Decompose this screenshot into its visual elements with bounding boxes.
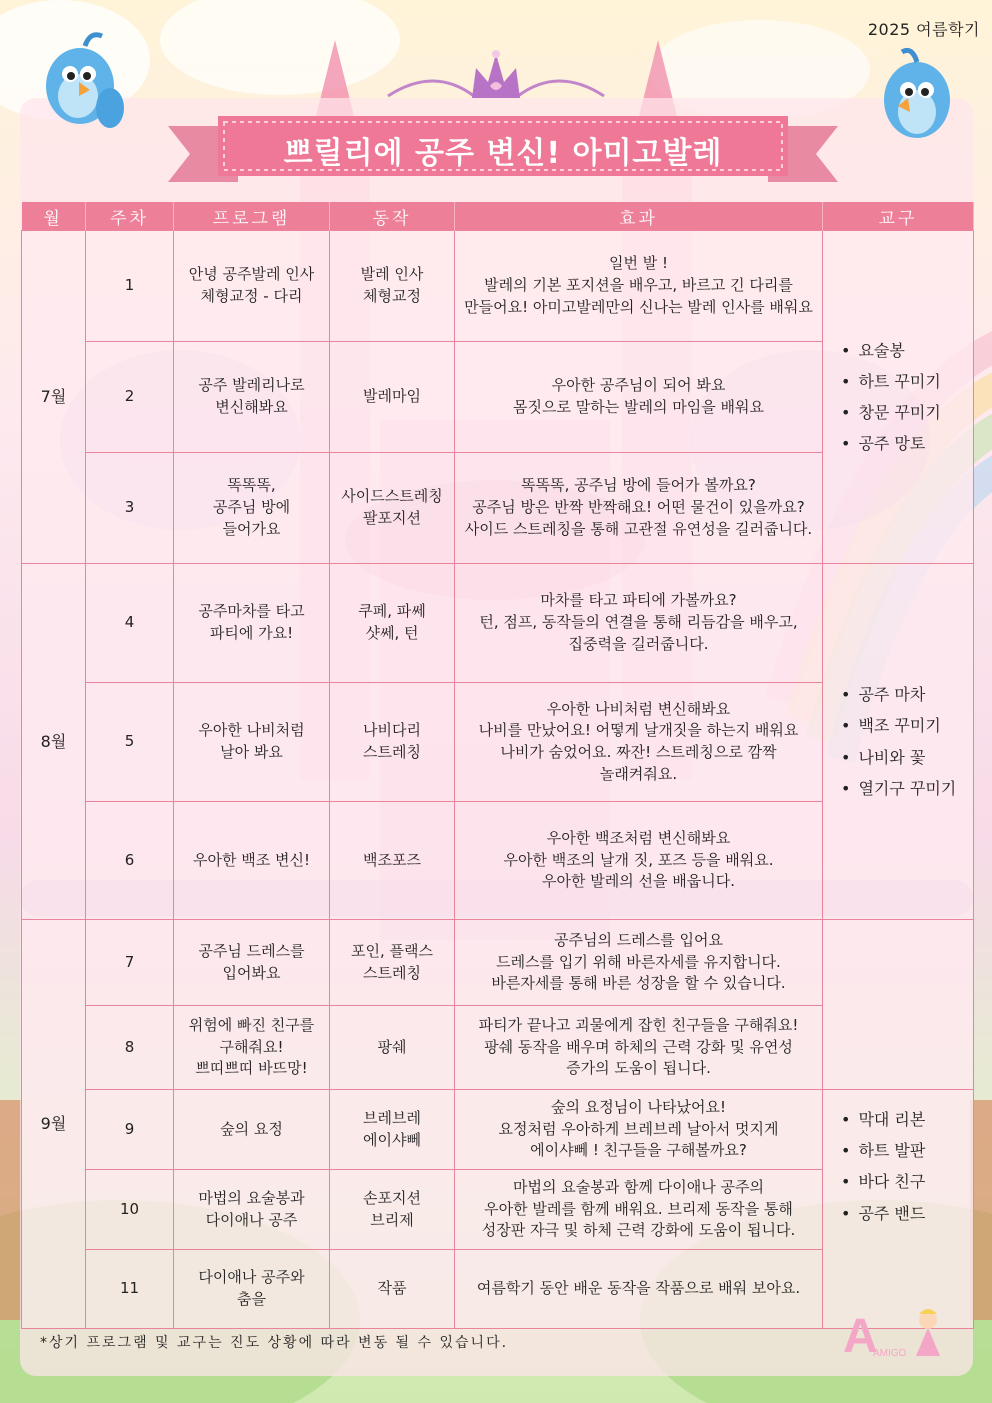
movement-cell: 팡쉐 <box>330 1006 455 1090</box>
tool-item: • 창문 꾸미기 <box>841 401 967 424</box>
tools-july <box>823 231 974 564</box>
tool-item: • 공주 망토 <box>841 432 967 455</box>
tool-item: • 공주 밴드 <box>841 1202 967 1225</box>
week-cell: 8 <box>86 1006 174 1090</box>
tools-september <box>823 1090 974 1329</box>
movement-cell: 발레 인사 체형교정 <box>330 231 455 342</box>
header-effect: 효과 <box>455 202 823 231</box>
movement-cell: 브레브레 에이샤뻬 <box>330 1090 455 1170</box>
movement-cell: 나비다리 스트레칭 <box>330 683 455 802</box>
tool-item: • 바다 친구 <box>841 1170 967 1193</box>
movement-cell: 쿠페, 파쎄 샷쎄, 턴 <box>330 564 455 683</box>
effect-cell: 똑똑똑, 공주님 방에 들어가 볼까요? 공주님 방은 반짝 반짝해요! 어떤 물건이 있을까요? 사이드 스트레칭을 통해 고관절 유연성을 길러줍니다. <box>455 453 823 564</box>
table-row <box>22 1090 974 1170</box>
program-cell: 다이애나 공주와 춤을 <box>174 1250 330 1329</box>
week-cell: 10 <box>86 1170 174 1250</box>
effect-cell: 우아한 공주님이 되어 봐요 몸짓으로 말하는 발레의 마임을 배워요 <box>455 342 823 453</box>
month-july: 7월 <box>22 231 86 564</box>
program-cell: 공주마차를 타고 파티에 가요! <box>174 564 330 683</box>
left-bird-icon <box>30 26 125 136</box>
movement-cell: 사이드스트레칭 팔포지션 <box>330 453 455 564</box>
effect-cell: 우아한 백조처럼 변신해봐요 우아한 백조의 날개 짓, 포즈 등을 배워요. 우아한 발레의 선을 배웁니다. <box>455 802 823 920</box>
program-cell: 우아한 백조 변신! <box>174 802 330 920</box>
program-cell: 우아한 나비처럼 날아 봐요 <box>174 683 330 802</box>
movement-cell: 작품 <box>330 1250 455 1329</box>
program-cell: 숲의 요정 <box>174 1090 330 1170</box>
svg-text:A: A <box>843 1310 878 1360</box>
header-week: 주차 <box>86 202 174 231</box>
logo-text: AMIGO <box>873 1348 907 1359</box>
term-label: 2025 여름학기 <box>867 20 980 39</box>
week-cell: 5 <box>86 683 174 802</box>
effect-cell: 공주님의 드레스를 입어요 드레스를 입기 위해 바른자세를 유지합니다. 바른자세를 통해 바른 성장을 할 수 있습니다. <box>455 920 823 1006</box>
tool-item: • 나비와 꽃 <box>841 746 967 769</box>
week-cell: 9 <box>86 1090 174 1170</box>
header-movement: 동작 <box>330 202 455 231</box>
tool-item: • 열기구 꾸미기 <box>841 777 967 800</box>
program-cell: 안녕 공주발레 인사 체형교정 - 다리 <box>174 231 330 342</box>
week-cell: 2 <box>86 342 174 453</box>
week-cell: 3 <box>86 453 174 564</box>
table-row <box>22 920 974 1006</box>
effect-cell: 숲의 요정님이 나타났어요! 요정처럼 우아하게 브레브레 날아서 멋지게 에이샤뻬 ! 친구들을 구해볼까요? <box>455 1090 823 1170</box>
program-cell: 마법의 요술봉과 다이애나 공주 <box>174 1170 330 1250</box>
effect-cell: 파티가 끝나고 괴물에게 잡힌 친구들을 구해줘요! 팡쉐 동작을 배우며 하체의 근력 강화 및 유연성 증가의 도움이 됩니다. <box>455 1006 823 1090</box>
header-program: 프로그램 <box>174 202 330 231</box>
week-cell: 4 <box>86 564 174 683</box>
tool-item: • 막대 리본 <box>841 1108 967 1131</box>
week-cell: 1 <box>86 231 174 342</box>
tool-item: • 요술봉 <box>841 339 967 362</box>
program-cell: 공주님 드레스를 입어봐요 <box>174 920 330 1006</box>
tools-september-empty <box>823 920 974 1090</box>
header-tools: 교구 <box>823 202 974 231</box>
page-title: 쁘릴리에 공주 변신! 아미고발레 <box>283 136 723 171</box>
crown-ornament-icon <box>384 46 608 118</box>
week-cell: 11 <box>86 1250 174 1329</box>
week-cell: 7 <box>86 920 174 1006</box>
month-september: 9월 <box>22 920 86 1329</box>
table-row <box>22 231 974 342</box>
movement-cell: 포인, 플랙스 스트레칭 <box>330 920 455 1006</box>
tool-item: • 공주 마차 <box>841 683 967 706</box>
movement-cell: 손포지션 브리제 <box>330 1170 455 1250</box>
right-bird-icon <box>872 40 962 150</box>
tool-item: • 백조 꾸미기 <box>841 714 967 737</box>
tool-item: • 하트 발판 <box>841 1139 967 1162</box>
movement-cell: 발레마임 <box>330 342 455 453</box>
amigo-logo <box>843 1300 953 1360</box>
footnote: *상기 프로그램 및 교구는 진도 상황에 따라 변동 될 수 있습니다. <box>40 1335 509 1351</box>
effect-cell: 우아한 나비처럼 변신해봐요 나비를 만났어요! 어떻게 날개짓을 하는지 배워요 나비가 숨었어요. 짜잔! 스트레칭으로 깜짝 놀래켜줘요. <box>455 683 823 802</box>
schedule-table <box>21 202 974 1329</box>
tools-august <box>823 564 974 920</box>
program-cell: 공주 발레리나로 변신해봐요 <box>174 342 330 453</box>
program-cell: 위험에 빠진 친구를 구해줘요! 쁘띠쁘띠 바뜨망! <box>174 1006 330 1090</box>
table-row <box>22 564 974 683</box>
effect-cell: 마차를 타고 파티에 가볼까요? 턴, 점프, 동작들의 연결을 통해 리듬감을 배우고, 집중력을 길러줍니다. <box>455 564 823 683</box>
table-header-row <box>22 202 974 231</box>
program-cell: 똑똑똑, 공주님 방에 들어가요 <box>174 453 330 564</box>
effect-cell: 일번 발 ! 발레의 기본 포지션을 배우고, 바르고 긴 다리를 만들어요! 아미고발레만의 신나는 발레 인사를 배워요 <box>455 231 823 342</box>
tool-item: • 하트 꾸미기 <box>841 370 967 393</box>
week-cell: 6 <box>86 802 174 920</box>
effect-cell: 여름학기 동안 배운 동작을 작품으로 배워 보아요. <box>455 1250 823 1329</box>
movement-cell: 백조포즈 <box>330 802 455 920</box>
effect-cell: 마법의 요술봉과 함께 다이애나 공주의 우아한 발레를 함께 배워요. 브리제 동작을 통해 성장판 자극 및 하체 근력 강화에 도움이 됩니다. <box>455 1170 823 1250</box>
header-month: 월 <box>22 202 86 231</box>
month-august: 8월 <box>22 564 86 920</box>
